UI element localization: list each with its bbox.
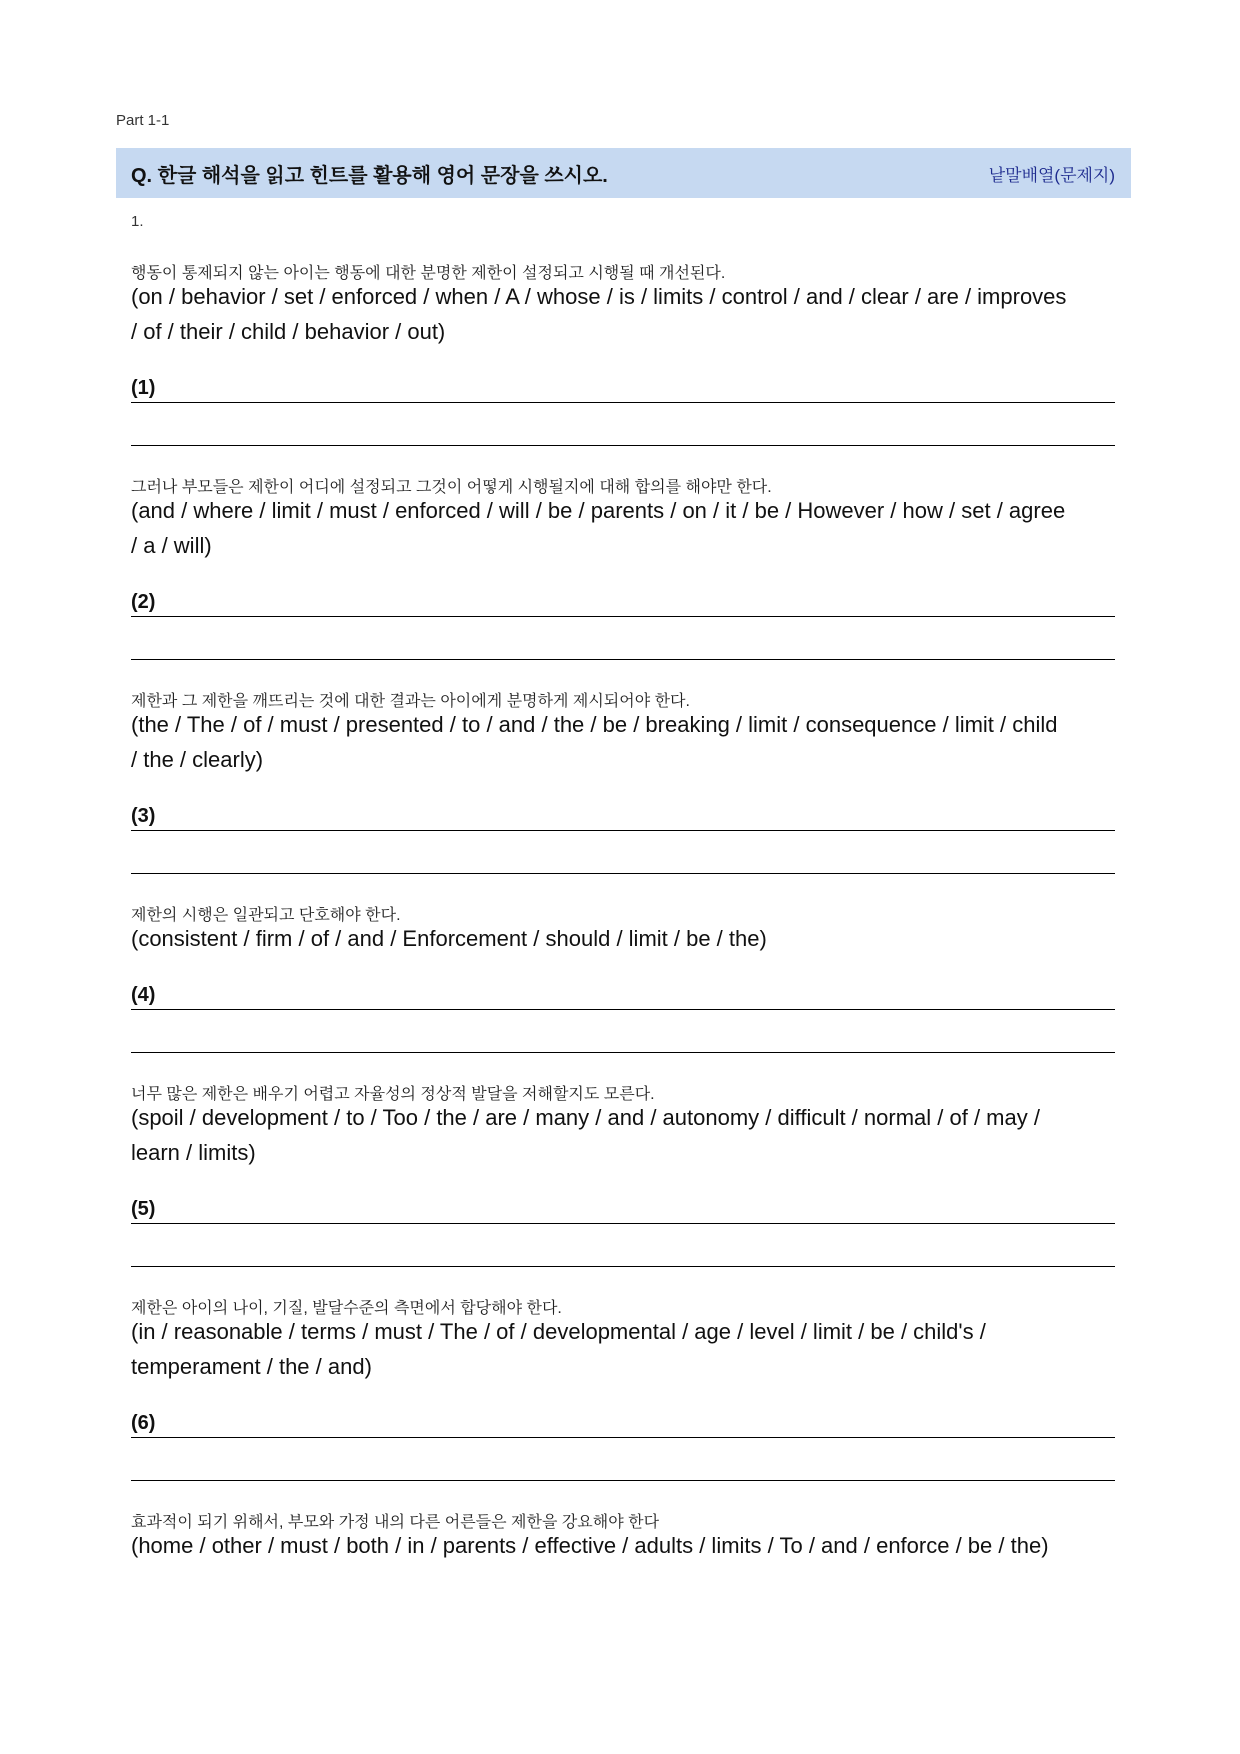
korean-translation: 효과적이 되기 위해서, 부모와 가정 내의 다른 어른들은 제한을 강요해야 한다 [131,1514,660,1531]
part-label: Part 1-1 [116,112,170,129]
korean-translation: 제한의 시행은 일관되고 단호해야 한다. [131,907,401,924]
hint-line: (the / The / of / must / presented / to / and / the / be / breaking / limit / consequence / limit / child [131,712,1058,737]
answer-line [131,403,1115,446]
hint-line: (and / where / limit / must / enforced / will / be / parents / on / it / be / However / how / set / agree [131,498,1066,523]
word-hint [131,1528,1115,1563]
question-number: 1. [131,213,144,230]
answer-label: (6) [131,1412,156,1434]
answer-line [131,1411,1115,1438]
exercise-item-7 [131,1513,1115,1563]
korean-translation: 너무 많은 제한은 배우기 어렵고 자율성의 정상적 발달을 저해할지도 모른다. [131,1086,655,1103]
answer-line [131,617,1115,660]
exercise-item-1 [131,264,1115,446]
answer-line [131,1438,1115,1481]
answer-line [131,831,1115,874]
answer-label: (4) [131,984,156,1006]
instruction-header-bar [116,148,1131,198]
answer-label: (1) [131,377,156,399]
korean-translation: 그러나 부모들은 제한이 어디에 설정되고 그것이 어떻게 시행될지에 대해 합의를 해야만 한다. [131,479,772,496]
hint-line: / a / will) [131,533,212,558]
word-hint [131,921,1115,956]
exercise-item-6 [131,1299,1115,1481]
exercise-item-4 [131,906,1115,1053]
hint-line: (home / other / must / both / in / parents / effective / adults / limits / To / and / enforce / be / the) [131,1533,1049,1558]
answer-line [131,804,1115,831]
answer-line [131,1224,1115,1267]
hint-line: (spoil / development / to / Too / the / are / many / and / autonomy / difficult / normal / of / may / [131,1105,1040,1130]
word-hint [131,493,1115,563]
answer-line [131,1197,1115,1224]
answer-label: (5) [131,1198,156,1220]
korean-translation: 제한과 그 제한을 깨뜨리는 것에 대한 결과는 아이에게 분명하게 제시되어야 한다. [131,693,690,710]
exercise-item-3 [131,692,1115,874]
worksheet-type-note: 낱말배열(문제지) [988,165,1115,185]
korean-translation: 행동이 통제되지 않는 아이는 행동에 대한 분명한 제한이 설정되고 시행될 때 개선된다. [131,265,726,282]
word-hint [131,1314,1115,1384]
word-hint [131,1100,1115,1170]
hint-line: (in / reasonable / terms / must / The / of / developmental / age / level / limit / be / child's / [131,1319,986,1344]
korean-translation: 제한은 아이의 나이, 기질, 발달수준의 측면에서 합당해야 한다. [131,1300,562,1317]
instruction-title: Q. 한글 해석을 읽고 힌트를 활용해 영어 문장을 쓰시오. [131,164,608,187]
hint-line: (consistent / firm / of / and / Enforcement / should / limit / be / the) [131,926,767,951]
hint-line: / of / their / child / behavior / out) [131,319,446,344]
hint-line: / the / clearly) [131,747,264,772]
answer-label: (2) [131,591,156,613]
word-hint [131,707,1115,777]
worksheet-content [131,210,1115,1563]
hint-line: learn / limits) [131,1140,256,1165]
hint-line: (on / behavior / set / enforced / when / A / whose / is / limits / control / and / clear / are / improves [131,284,1067,309]
answer-line [131,1010,1115,1053]
answer-line [131,590,1115,617]
answer-label: (3) [131,805,156,827]
answer-line [131,983,1115,1010]
word-hint [131,279,1115,349]
exercise-item-5 [131,1085,1115,1267]
hint-line: temperament / the / and) [131,1354,372,1379]
exercise-item-2 [131,478,1115,660]
answer-line [131,376,1115,403]
